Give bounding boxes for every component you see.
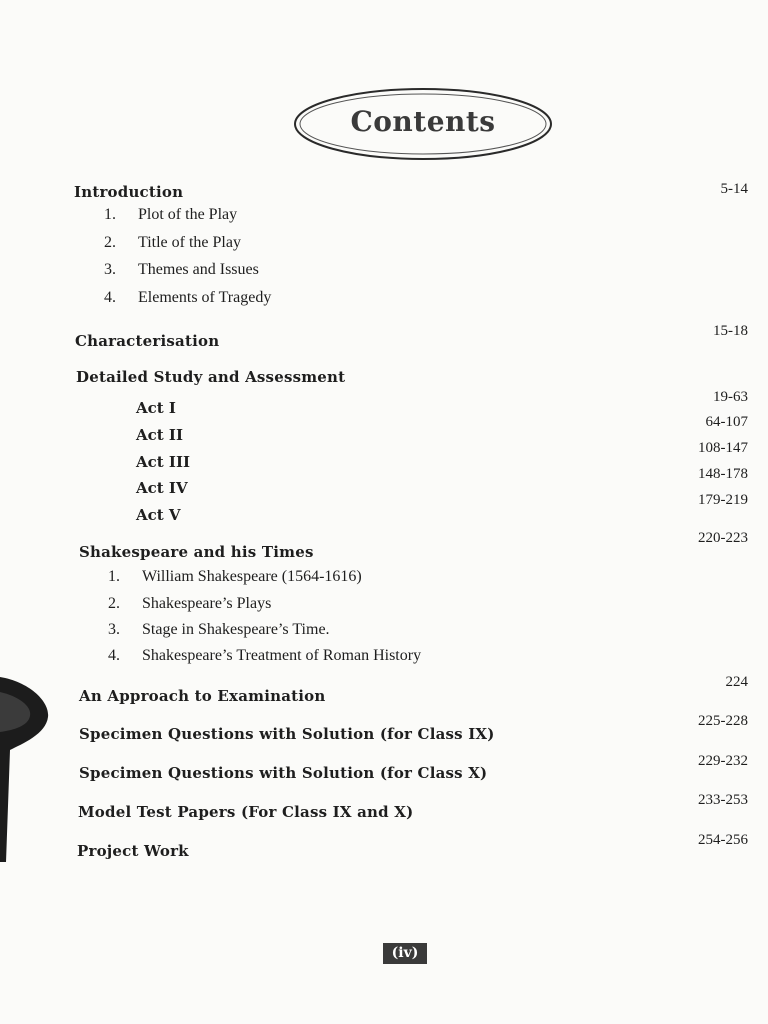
section-heading-shakespeare-times: Shakespeare and his Times: [79, 543, 314, 561]
section-heading-specimen-class-ix: Specimen Questions with Solution (for Class IX): [79, 725, 495, 743]
act-page-range: 19-63: [713, 389, 748, 405]
act-page-range: 108-147: [698, 440, 748, 456]
section-heading-project-work: Project Work: [77, 842, 189, 860]
list-item: 1. Plot of the Play: [104, 206, 238, 223]
list-item: 2. Title of the Play: [104, 234, 241, 251]
act-label: Act IV: [136, 479, 188, 497]
scan-edge-shadow: [0, 672, 50, 862]
act-page-range: 179-219: [698, 492, 748, 508]
contents-title-oval: [292, 86, 554, 162]
section-heading-model-test-papers: Model Test Papers (For Class IX and X): [78, 803, 414, 821]
page-range-project-work: 254-256: [698, 832, 748, 848]
page-title: Contents: [350, 105, 496, 138]
list-item: 3. Stage in Shakespeare’s Time.: [108, 621, 330, 638]
list-item: 4. Elements of Tragedy: [104, 289, 272, 306]
list-item: 2. Shakespeare’s Plays: [108, 595, 272, 612]
page-range-specimen-class-ix: 225-228: [698, 713, 748, 729]
act-page-range: 64-107: [705, 414, 748, 430]
section-heading-detailed-study: Detailed Study and Assessment: [76, 368, 346, 386]
section-heading-approach-examination: An Approach to Examination: [79, 687, 326, 705]
act-page-range: 148-178: [698, 466, 748, 482]
section-heading-introduction: Introduction: [74, 183, 184, 201]
list-item: 4. Shakespeare’s Treatment of Roman History: [108, 647, 422, 664]
page-number-badge: (iv): [383, 943, 427, 964]
act-label: Act III: [136, 453, 190, 471]
section-heading-characterisation: Characterisation: [75, 332, 220, 350]
page-range-characterisation: 15-18: [713, 323, 748, 339]
page-range-approach-examination: 224: [725, 674, 748, 690]
page-range-shakespeare-times: 220-223: [698, 530, 748, 546]
act-label: Act I: [136, 399, 176, 417]
list-item: 1. William Shakespeare (1564-1616): [108, 568, 362, 585]
page-range-introduction: 5-14: [720, 181, 748, 197]
page-range-model-test-papers: 233-253: [698, 792, 748, 808]
act-label: Act II: [136, 426, 183, 444]
page-range-specimen-class-x: 229-232: [698, 753, 748, 769]
act-label: Act V: [136, 506, 181, 524]
section-heading-specimen-class-x: Specimen Questions with Solution (for Class X): [79, 764, 488, 782]
list-item: 3. Themes and Issues: [104, 261, 259, 278]
